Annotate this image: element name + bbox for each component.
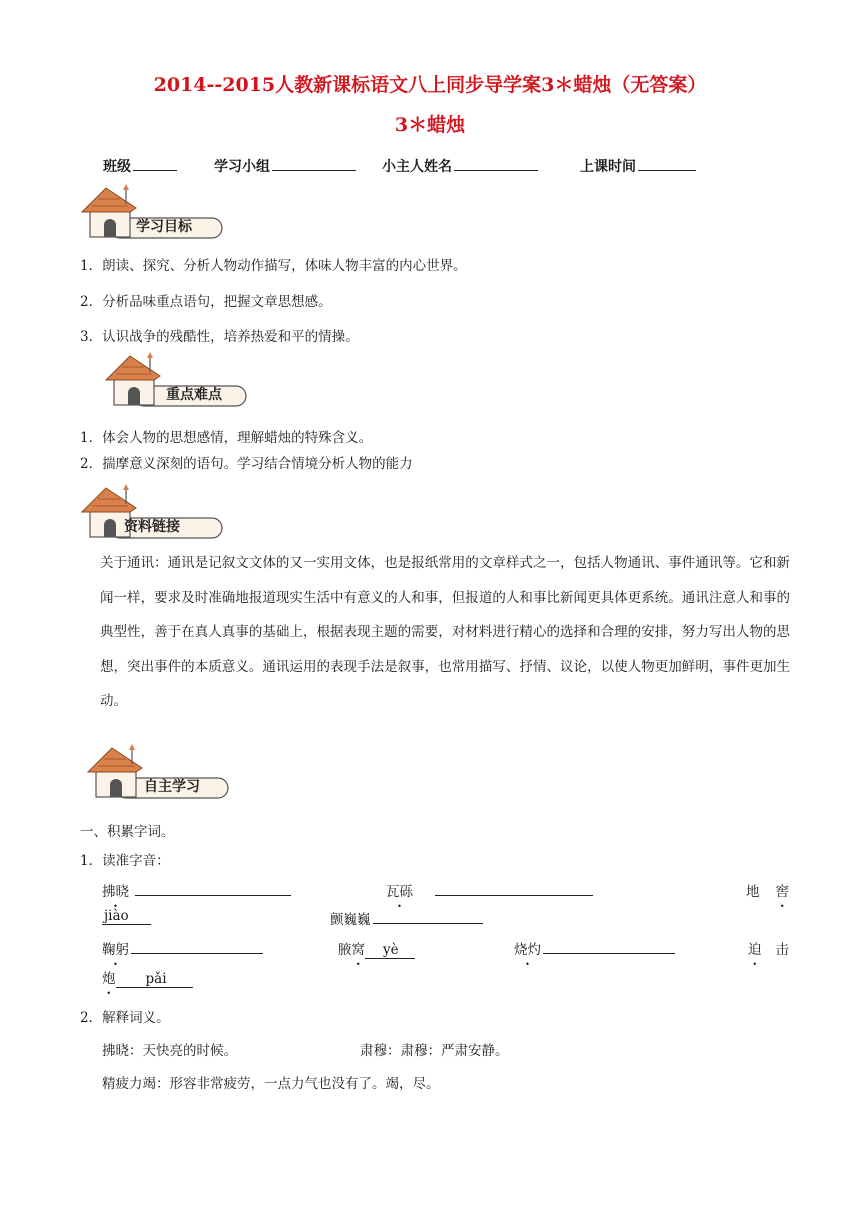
word-fuxiao-text: 拂晓 (102, 884, 129, 900)
word-wali-text: 瓦砾 (386, 884, 413, 900)
answer-ye: yè (365, 942, 415, 959)
group-label: 学习小组 (214, 159, 270, 175)
key-item-2: 2．揣摩意义深刻的语句。学习结合情境分析人物的能力 (80, 456, 413, 472)
goals-badge (80, 184, 230, 240)
word-jugong (102, 938, 263, 958)
materials-paragraph: 关于通讯：通讯是记叙文文体的又一实用文体，也是报纸常用的文章样式之一，包括人物通讯、事件通讯等。它和新闻一样，要求及时准确地报道现实生活中有意义的人和事，但报道的人和事比新闻更具体更系统。通讯注意人和事的典型性，善于在真人真事的基础上，根据表现主题的需要，对材料进行精心的选择和合理的安排，努力写出人物的思想，突出事件的本质意义。通讯运用的表现手法是叙事，也常用描写、抒情、议论，以使人物更加鲜明，事件更加生动。 (100, 555, 790, 709)
key-item-1: 1．体会人物的思想感情，理解蜡烛的特殊含义。 (80, 430, 373, 446)
class-label: 班级 (103, 159, 131, 175)
time-label: 上课时间 (580, 159, 636, 175)
goals-badge-label: 学习目标 (136, 219, 192, 235)
word-dijiao (746, 880, 789, 900)
word-dijiao-2: 窖 (775, 884, 789, 900)
word-shaozhuo (514, 938, 675, 958)
blank-shaozhuo (543, 939, 675, 954)
materials-badge-label: 资料链接 (124, 519, 180, 535)
blank-fuxiao (135, 881, 291, 896)
document-title: 2014--2015人教新课标语文八上同步导学案3＊蜡烛（无答案） (153, 74, 707, 96)
goal-item-1: 1．朗读、探究、分析人物动作描写，体味人物丰富的内心世界。 (80, 258, 467, 274)
word-wali (386, 880, 593, 900)
owner-label: 小主人姓名 (382, 159, 452, 175)
word-shaozhuo-text: 烧灼 (514, 942, 541, 958)
owner-blank (454, 156, 538, 171)
word-jugong-text: 鞠躬 (102, 942, 129, 958)
group-blank (272, 156, 356, 171)
goal-item-2: 2．分析品味重点语句，把握文章思想感。 (80, 294, 332, 310)
word-pojipao-2-text: 击 (775, 942, 789, 958)
definition-fuxiao: 拂晓：天快亮的时候。 (102, 1043, 237, 1059)
q1-heading: 1．读准字音： (80, 853, 170, 869)
class-blank (133, 156, 177, 171)
self-study-badge (86, 744, 236, 800)
group-field (214, 156, 356, 176)
answer-pai: pǎi (116, 971, 193, 988)
time-field (580, 156, 696, 176)
word-dijiao-1: 地 (746, 884, 760, 900)
definition-jingpilijie: 精疲力竭：形容非常疲劳，一点力气也没有了。竭，尽。 (102, 1076, 440, 1092)
blank-wali (435, 881, 593, 896)
lesson-title: 3＊蜡烛 (394, 114, 466, 136)
answer-jiao (102, 908, 151, 924)
owner-field (382, 156, 538, 176)
time-blank (638, 156, 696, 171)
goal-item-3: 3．认识战争的残酷性，培养热爱和平的情操。 (80, 329, 359, 345)
word-yewo (338, 938, 415, 958)
word-fuxiao (102, 880, 291, 900)
word-yewo-2: 窝 (351, 942, 365, 958)
word-pojipao-1 (748, 938, 789, 958)
blank-jugong (131, 939, 263, 954)
word-pojipao-3 (102, 967, 193, 987)
self-study-badge-label: 自主学习 (144, 779, 200, 795)
word-chanweiwei-text: 颤巍巍 (330, 912, 371, 928)
definition-sumu: 肃穆：肃穆：严肃安静。 (360, 1043, 509, 1059)
key-points-badge-label: 重点难点 (166, 387, 222, 403)
word-pojipao-1-text: 迫 (748, 942, 762, 958)
answer-jiao-text: jiào (102, 908, 151, 925)
q2-heading: 2．解释词义。 (80, 1010, 170, 1026)
key-points-badge (104, 352, 254, 408)
class-field (103, 156, 177, 176)
word-pojipao-3-text: 炮 (102, 971, 116, 987)
materials-badge (80, 484, 230, 540)
blank-chanweiwei (373, 909, 483, 924)
word-yewo-1: 腋 (338, 942, 352, 958)
part-1-heading: 一、积累字词。 (80, 824, 175, 840)
word-chanweiwei (330, 908, 483, 928)
